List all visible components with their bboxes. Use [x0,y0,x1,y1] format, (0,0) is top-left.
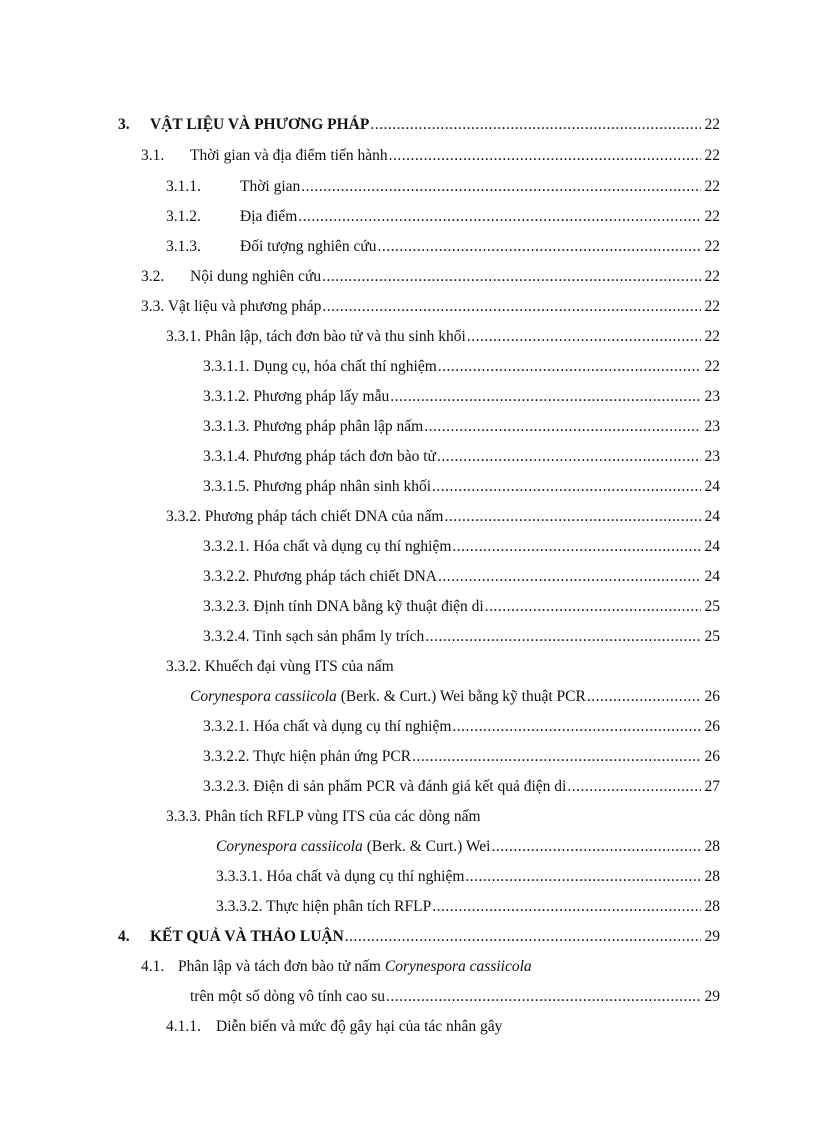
page-number: 27 [704,778,720,795]
toc-entry-3-3-1-3[interactable]: 3.3.1.3. Phương pháp phân lập nấm ..... 23 [203,416,720,438]
page-number: 22 [704,208,720,225]
leader-dots [432,896,701,918]
toc-entry-3-3[interactable]: 3.3. Vật liệu và phương pháp ..... 22 [141,296,720,318]
page-number: 23 [704,448,720,465]
leader-dots [587,686,701,708]
leader-dots [567,776,701,798]
page-number: 22 [704,268,720,285]
toc-entry-3-3-2b-2[interactable]: 3.3.2.2. Thực hiện phản ứng PCR ..... 26 [203,746,720,768]
page-number: 28 [704,898,720,915]
page-number: 29 [704,988,720,1005]
toc-entry-3-1-3[interactable]: 3.1.3. Đối tượng nghiên cứu ..... 22 [166,236,720,258]
toc-entry-3-3-1-4[interactable]: 3.3.1.4. Phương pháp tách đơn bào tử ..... 23 [203,446,720,468]
toc-entry-3-3-2-2[interactable]: 3.3.2.2. Phương pháp tách chiết DNA ..... 24 [203,566,720,588]
toc-entry-3-3-1-5[interactable]: 3.3.1.5. Phương pháp nhân sinh khối ..... 24 [203,476,720,498]
page-number: 28 [704,838,720,855]
leader-dots [378,236,702,258]
leader-dots [437,446,701,468]
toc-entry-3-3-2-1[interactable]: 3.3.2.1. Hóa chất và dụng cụ thí nghiệm ..... 24 [203,536,720,558]
toc-entry-3-3-1-1[interactable]: 3.3.1.1. Dụng cụ, hóa chất thí nghiệm ..... 22 [203,356,720,378]
leader-dots [485,596,701,618]
page-number: 22 [704,147,720,164]
page-number: 22 [704,238,720,255]
page-number: 26 [704,688,720,705]
leader-dots [386,986,701,1008]
toc-entry-4-1-1[interactable]: 4.1.1. Diễn biến và mức độ gây hại của tác nhân gây [166,1018,503,1035]
leader-dots [491,836,701,858]
leader-dots [301,176,701,198]
species-name: Corynespora cassiicola [190,688,337,705]
leader-dots [425,626,701,648]
leader-dots [438,566,701,588]
toc-entry-3-3-2b-1[interactable]: 3.3.2.1. Hóa chất và dụng cụ thí nghiệm ..... 26 [203,716,720,738]
page-number: 24 [704,538,720,555]
leader-dots [438,356,701,378]
page-number: 25 [704,628,720,645]
leader-dots [390,386,701,408]
leader-dots [444,506,701,528]
page-number: 23 [704,388,720,405]
leader-dots [424,416,701,438]
leader-dots [465,866,701,888]
leader-dots [432,476,701,498]
page-number: 22 [704,358,720,375]
toc-entry-4-1-line1[interactable]: 4.1. Phân lập và tách đơn bào tử nấm Corynespora cassiicola [141,958,532,975]
species-name: Corynespora cassiicola [216,838,363,855]
toc-entry-3-3-3-line2[interactable]: Corynespora cassiicola (Berk. & Curt.) Wei ..... 28 [216,836,720,858]
toc-entry-3-3-2b-3[interactable]: 3.3.2.3. Điện di sản phẩm PCR và đánh giá kết quả điện di ..... 27 [203,776,720,798]
leader-dots [452,716,701,738]
page-number: 24 [704,568,720,585]
leader-dots [412,746,701,768]
toc-entry-3-1[interactable]: 3.1. Thời gian và địa điểm tiến hành ..... 22 [141,145,720,167]
leader-dots [322,266,701,288]
toc-entry-3-3-1[interactable]: 3.3.1. Phân lập, tách đơn bào tử và thu sinh khối ..... 22 [166,326,720,348]
leader-dots [298,206,701,228]
page-number: 25 [704,598,720,615]
page-number: 22 [704,328,720,345]
toc-entry-3-3-3-line1[interactable]: 3.3.3. Phân tích RFLP vùng ITS của các dòng nấm [166,808,481,825]
toc-entry-3-3-2-3[interactable]: 3.3.2.3. Định tính DNA bằng kỹ thuật điện di ..... 25 [203,596,720,618]
toc-entry-3-3-2-4[interactable]: 3.3.2.4. Tinh sạch sản phẩm ly trích ..... 25 [203,626,720,648]
page-number: 22 [704,178,720,195]
toc-entry-3-3-2b-line1[interactable]: 3.3.2. Khuếch đại vùng ITS của nấm [166,658,394,675]
leader-dots [389,145,701,167]
page-number: 22 [704,298,720,315]
page-number: 29 [704,928,720,945]
page-number: 26 [704,718,720,735]
page-number: 23 [704,418,720,435]
toc-entry-3-1-2[interactable]: 3.1.2. Địa điểm ..... 22 [166,206,720,228]
toc-entry-chapter-3[interactable]: 3. VẬT LIỆU VÀ PHƯƠNG PHÁP ..... 22 [118,114,720,136]
leader-dots [322,296,701,318]
toc-entry-3-3-3-2[interactable]: 3.3.3.2. Thực hiện phân tích RFLP ..... 28 [216,896,720,918]
page-number: 24 [704,508,720,525]
toc-entry-3-2[interactable]: 3.2. Nội dung nghiên cứu ..... 22 [141,266,720,288]
toc-entry-3-3-1-2[interactable]: 3.3.1.2. Phương pháp lấy mẫu ..... 23 [203,386,720,408]
species-name: Corynespora cassiicola [384,958,532,975]
toc-entry-3-3-2[interactable]: 3.3.2. Phương pháp tách chiết DNA của nấm ..... 24 [166,506,720,528]
page-number: 22 [704,116,720,133]
leader-dots [467,326,701,348]
page-number: 26 [704,748,720,765]
toc-entry-3-3-2b-line2[interactable]: Corynespora cassiicola (Berk. & Curt.) Wei bằng kỹ thuật PCR ..... 26 [190,686,720,708]
toc-entry-3-3-3-1[interactable]: 3.3.3.1. Hóa chất và dụng cụ thí nghiệm ..... 28 [216,866,720,888]
toc-entry-4-1-line2[interactable]: trên một số dòng vô tính cao su ..... 29 [190,986,720,1008]
leader-dots [345,926,701,948]
leader-dots [370,114,701,136]
toc-entry-chapter-4[interactable]: 4. KẾT QUẢ VÀ THẢO LUẬN ..... 29 [118,926,720,948]
page-number: 28 [704,868,720,885]
page-number: 24 [704,478,720,495]
leader-dots [452,536,701,558]
toc-entry-3-1-1[interactable]: 3.1.1. Thời gian ..... 22 [166,176,720,198]
